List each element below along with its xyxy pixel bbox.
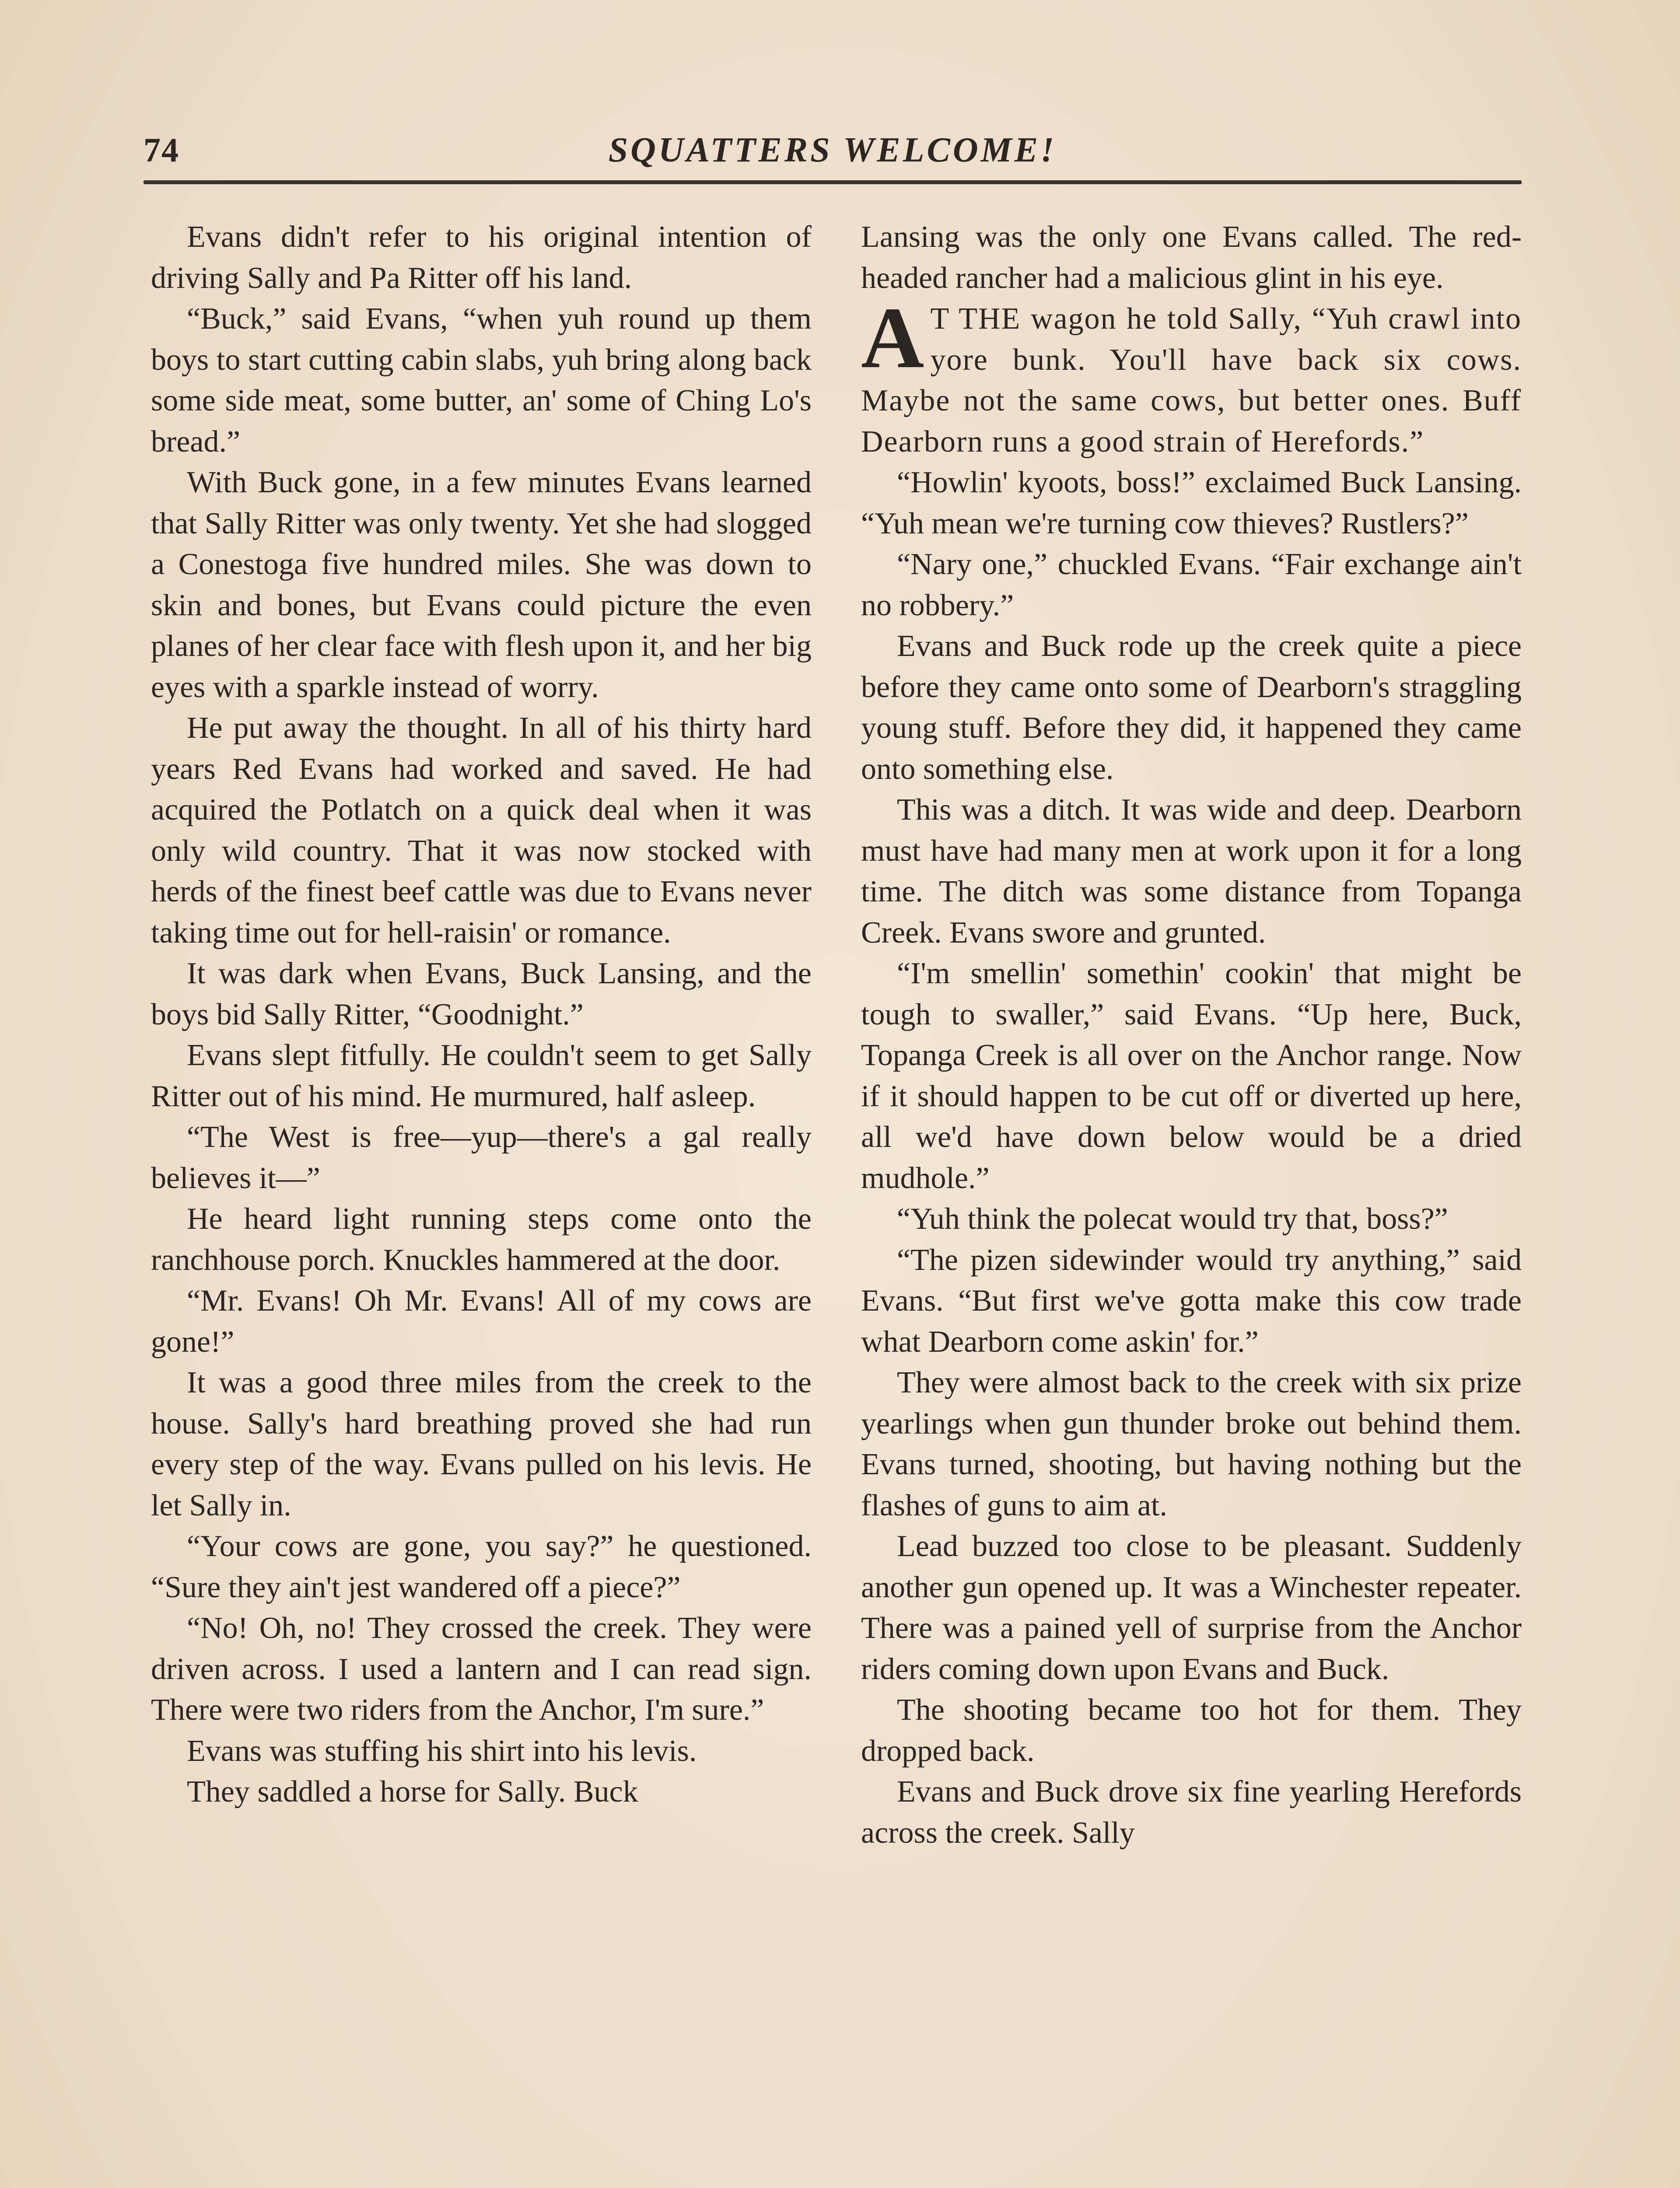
paragraph: “Your cows are gone, you say?” he questioned. “Sure they ain't jest wandered off a piece?” [151,1529,812,1604]
paragraph: “Mr. Evans! Oh Mr. Evans! All of my cows are gone!” [151,1284,812,1359]
page-number: 74 [144,131,179,169]
paragraph: “Howlin' kyoots, boss!” exclaimed Buck Lansing. “Yuh mean we're turning cow thieves? Rustlers?” [861,466,1522,540]
section-start-text: T THE wagon he told Sally, “Yuh crawl into yore bunk. You'll have back six cows. Maybe not the same cows, but better ones. Buff Dearborn runs a good strain of Herefords.” [861,302,1522,459]
paragraph: Evans didn't refer to his original intention of driving Sally and Pa Ritter off his land. [151,220,812,295]
paragraph: Evans and Buck rode up the creek quite a piece before they came onto some of Dearborn's straggling young stuff. Before they did, it happened they came onto something else. [861,629,1522,786]
paragraph: With Buck gone, in a few minutes Evans learned that Sally Ritter was only twenty. Yet she had slogged a Conestoga five hundred miles. She was down to skin and bones, but Evans could picture the even planes of her clear face with flesh upon it, and her big eyes with a sparkle instead of worry. [151,466,812,704]
paragraph: It was a good three miles from the creek to the house. Sally's hard breathing proved she had run every step of the way. Evans pulled on his levis. He let Sally in. [151,1366,812,1522]
paragraph: He heard light running steps come onto the ranchhouse porch. Knuckles hammered at the door. [151,1202,812,1277]
running-title: SQUATTERS WELCOME! [608,131,1057,169]
right-column [861,217,1522,2188]
left-column [151,217,812,2188]
page-header [144,130,1522,179]
paragraph: “Buck,” said Evans, “when yuh round up them boys to start cutting cabin slabs, yuh bring along back some side meat, some butter, an' some of Ching Lo's bread.” [151,302,812,459]
paragraph: He put away the thought. In all of his thirty hard years Red Evans had worked and saved. He had acquired the Potlatch on a quick deal when it was only wild country. That it was now stocked with herds of the finest beef cattle was due to Evans never taking time out for hell-raisin' or romance. [151,711,812,950]
paragraph: They saddled a horse for Sally. Buck [187,1775,638,1809]
paragraph: “Yuh think the polecat would try that, boss?” [897,1202,1448,1236]
section-start-paragraph [861,290,1522,462]
paragraph: This was a ditch. It was wide and deep. Dearborn must have had many men at work upon it for a long time. The ditch was some distance from Topanga Creek. Evans swore and grunted. [861,793,1522,950]
paragraph: Evans was stuffing his shirt into his levis. [187,1734,697,1768]
paragraph: Evans slept fitfully. He couldn't seem to get Sally Ritter out of his mind. He murmured, half asleep. [151,1038,812,1113]
paragraph: “I'm smellin' somethin' cookin' that might be tough to swaller,” said Evans. “Up here, Buck, Topanga Creek is all over on the Anchor range. Now if it should happen to be cut off or diverted up here, all we'd have down below would be a dried mudhole.” [861,957,1522,1195]
paragraph: “Nary one,” chuckled Evans. “Fair exchange ain't no robbery.” [861,547,1522,622]
paragraph: They were almost back to the creek with six prize yearlings when gun thunder broke out behind them. Evans turned, shooting, but having nothing but the flashes of guns to aim at. [861,1366,1522,1522]
paragraph: Evans and Buck drove six fine yearling Herefords across the creek. Sally [861,1775,1522,1850]
drop-cap: A [861,290,924,386]
paragraph: “No! Oh, no! They crossed the creek. They were driven across. I used a lantern and I can read sign. There were two riders from the Anchor, I'm sure.” [151,1611,812,1727]
paragraph: Lead buzzed too close to be pleasant. Suddenly another gun opened up. It was a Winchester repeater. There was a pained yell of surprise from the Anchor riders coming down upon Evans and Buck. [861,1529,1522,1686]
paragraph: “The West is free—yup—there's a gal really believes it—” [151,1120,812,1195]
continued-paragraph: Lansing was the only one Evans called. The red-headed rancher had a malicious glint in his eye. [861,220,1522,295]
header-rule [144,180,1522,184]
paragraph: “The pizen sidewinder would try anything,” said Evans. “But first we've gotta make this cow trade what Dearborn come askin' for.” [861,1243,1522,1359]
paragraph: The shooting became too hot for them. They dropped back. [861,1693,1522,1768]
paragraph: It was dark when Evans, Buck Lansing, and the boys bid Sally Ritter, “Goodnight.” [151,957,812,1031]
